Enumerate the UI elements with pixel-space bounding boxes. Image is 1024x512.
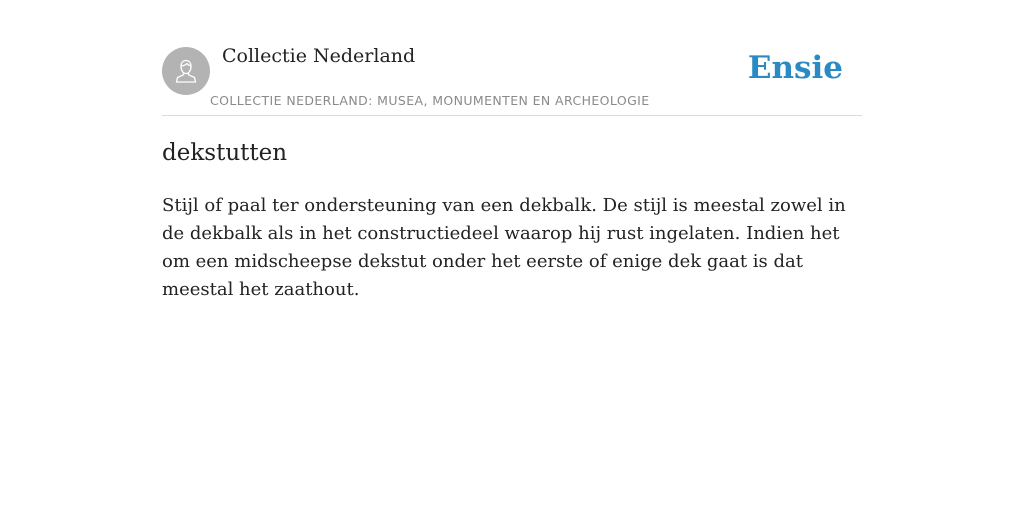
ensie-logo[interactable]: Ensie bbox=[747, 50, 843, 86]
source-label[interactable]: COLLECTIE NEDERLAND: MUSEA, MONUMENTEN EN ARCHEOLOGIE bbox=[210, 93, 650, 108]
author-avatar[interactable] bbox=[162, 47, 210, 95]
author-name[interactable]: Collectie Nederland bbox=[222, 45, 416, 67]
entry-card bbox=[162, 0, 862, 300]
entry-header bbox=[162, 0, 862, 116]
entry-definition: Stijl of paal ter ondersteuning van een dekbalk. De stijl is meestal zowel in de dekbalk als in het constructiedeel waarop hij rust ingelaten. Indien het om een midscheepse dekstut onder het eerste of enige dek gaat is dat meestal het zaathout. bbox=[162, 195, 846, 300]
user-silhouette-icon bbox=[171, 56, 201, 86]
entry-term: dekstutten bbox=[162, 140, 288, 166]
